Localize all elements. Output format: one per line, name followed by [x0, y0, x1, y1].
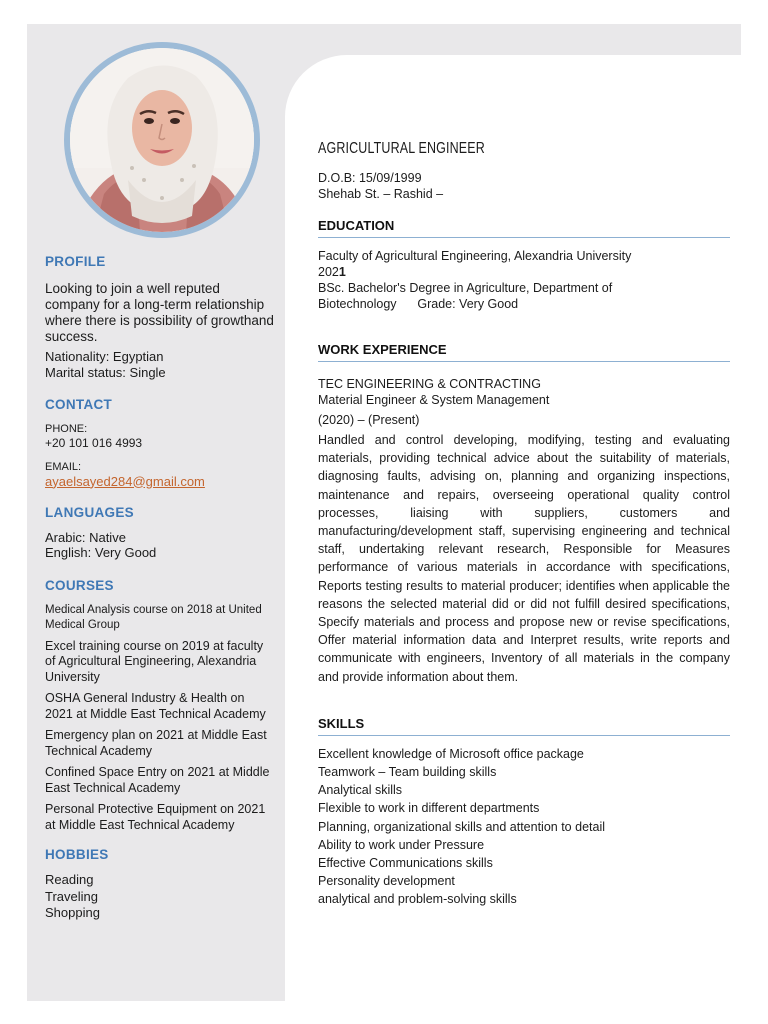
courses-heading: COURSES	[45, 577, 114, 593]
profile-summary: Looking to join a well reputed company for a long-term relationship where there is possibility of growthand success.	[45, 281, 274, 344]
education-year	[318, 264, 730, 280]
skill-item: Analytical skills	[318, 783, 403, 798]
education-degree	[318, 280, 730, 312]
work-period: (2020) – (Present)	[318, 413, 420, 427]
address: Shehab St. – Rashid –	[318, 187, 444, 201]
marital-status: Marital status: Single	[45, 364, 166, 380]
skill-item: Personality development	[318, 874, 455, 889]
phone-number: +20 101 016 4993	[45, 436, 143, 450]
email-label: EMAIL:	[45, 460, 82, 473]
date-of-birth: D.O.B: 15/09/1999	[318, 171, 422, 185]
course-item: OSHA General Industry & Health on 2021 at Middle East Technical Academy	[45, 691, 266, 721]
job-title: AGRICULTURAL ENGINEER	[318, 140, 485, 157]
skills-list	[318, 745, 730, 909]
profile-heading: PROFILE	[45, 254, 106, 269]
profile-photo	[70, 48, 254, 232]
main-content	[318, 140, 730, 909]
skill-item: Teamwork – Team building skills	[318, 765, 497, 780]
skill-item: Excellent knowledge of Microsoft office package	[318, 746, 584, 761]
languages-section	[45, 505, 275, 561]
languages-heading: LANGUAGES	[45, 504, 134, 520]
skill-item: Planning, organizational skills and attention to detail	[318, 819, 605, 834]
education-year-prefix: 202	[318, 265, 339, 279]
degree-text: BSc. Bachelor's Degree in Agriculture, Department of Biotechnology	[318, 281, 613, 311]
portrait-image	[70, 48, 254, 232]
course-item: Emergency plan on 2021 at Middle East Technical Academy	[45, 728, 267, 758]
nationality: Nationality: Egyptian	[45, 349, 164, 364]
contact-heading: CONTACT	[45, 397, 113, 412]
email-link[interactable]: ayaelsayed284@gmail.com	[45, 473, 205, 489]
skill-item: analytical and problem-solving skills	[318, 892, 517, 907]
work-description: Handled and control developing, modifying, testing and evaluating materials, providing technical advice about the suitability of materials, diagnosing faults, advising on, planning and organizing inspections, maintenance and repairs, overseeing operational quality control processes, liaising with suppliers, customers and manufacturing/development staff, supervising engineering and technical staff, undertaking relevant research, Responsible for Measures performance of various materials in accordance with specifications, Reports testing results to material producer; identifies when applicable the reasons the selected material did or did not fulfill desired specifications, Specify materials and process and propose new or revise specifications, Offer material information data and Interpret results, write reports and communicate with engineers, Inventory of all materials in the company and provide information about them.	[318, 433, 730, 684]
work-role: Material Engineer & System Management	[318, 393, 550, 407]
language-item: English: Very Good	[45, 545, 157, 560]
education-year-suffix: 1	[338, 265, 346, 279]
skill-item: Ability to work under Pressure	[318, 837, 485, 852]
sidebar	[45, 254, 275, 921]
skill-item: Effective Communications skills	[318, 856, 493, 871]
education-institution: Faculty of Agricultural Engineering, Alexandria University	[318, 249, 632, 263]
course-item: Personal Protective Equipment on 2021 at Middle East Technical Academy	[45, 802, 266, 832]
education-section	[318, 218, 730, 312]
work-experience-heading: WORK EXPERIENCE	[318, 342, 730, 362]
skills-section	[318, 716, 730, 909]
grade-text: Grade: Very Good	[417, 297, 519, 311]
language-item: Arabic: Native	[45, 529, 126, 545]
profile-photo-frame	[64, 42, 260, 238]
skill-item: Flexible to work in different departments	[318, 801, 540, 816]
hobby-item: Reading	[45, 872, 94, 887]
hobbies-section	[45, 847, 275, 921]
work-company: TEC ENGINEERING & CONTRACTING	[318, 377, 541, 391]
course-item: Confined Space Entry on 2021 at Middle East Technical Academy	[45, 765, 270, 795]
skills-heading: SKILLS	[318, 716, 730, 736]
contact-section	[45, 397, 275, 489]
phone-label: PHONE:	[45, 423, 88, 435]
hobby-item: Shopping	[45, 905, 100, 920]
hobby-item: Traveling	[45, 888, 98, 904]
course-item: Medical Analysis course on 2018 at United Medical Group	[45, 603, 262, 631]
course-item: Excel training course on 2019 at faculty of Agricultural Engineering, Alexandria University	[45, 638, 264, 684]
courses-section	[45, 578, 275, 834]
education-heading: EDUCATION	[318, 218, 730, 238]
hobbies-heading: HOBBIES	[45, 847, 109, 862]
profile-section	[45, 254, 275, 380]
work-experience-section	[318, 342, 730, 686]
